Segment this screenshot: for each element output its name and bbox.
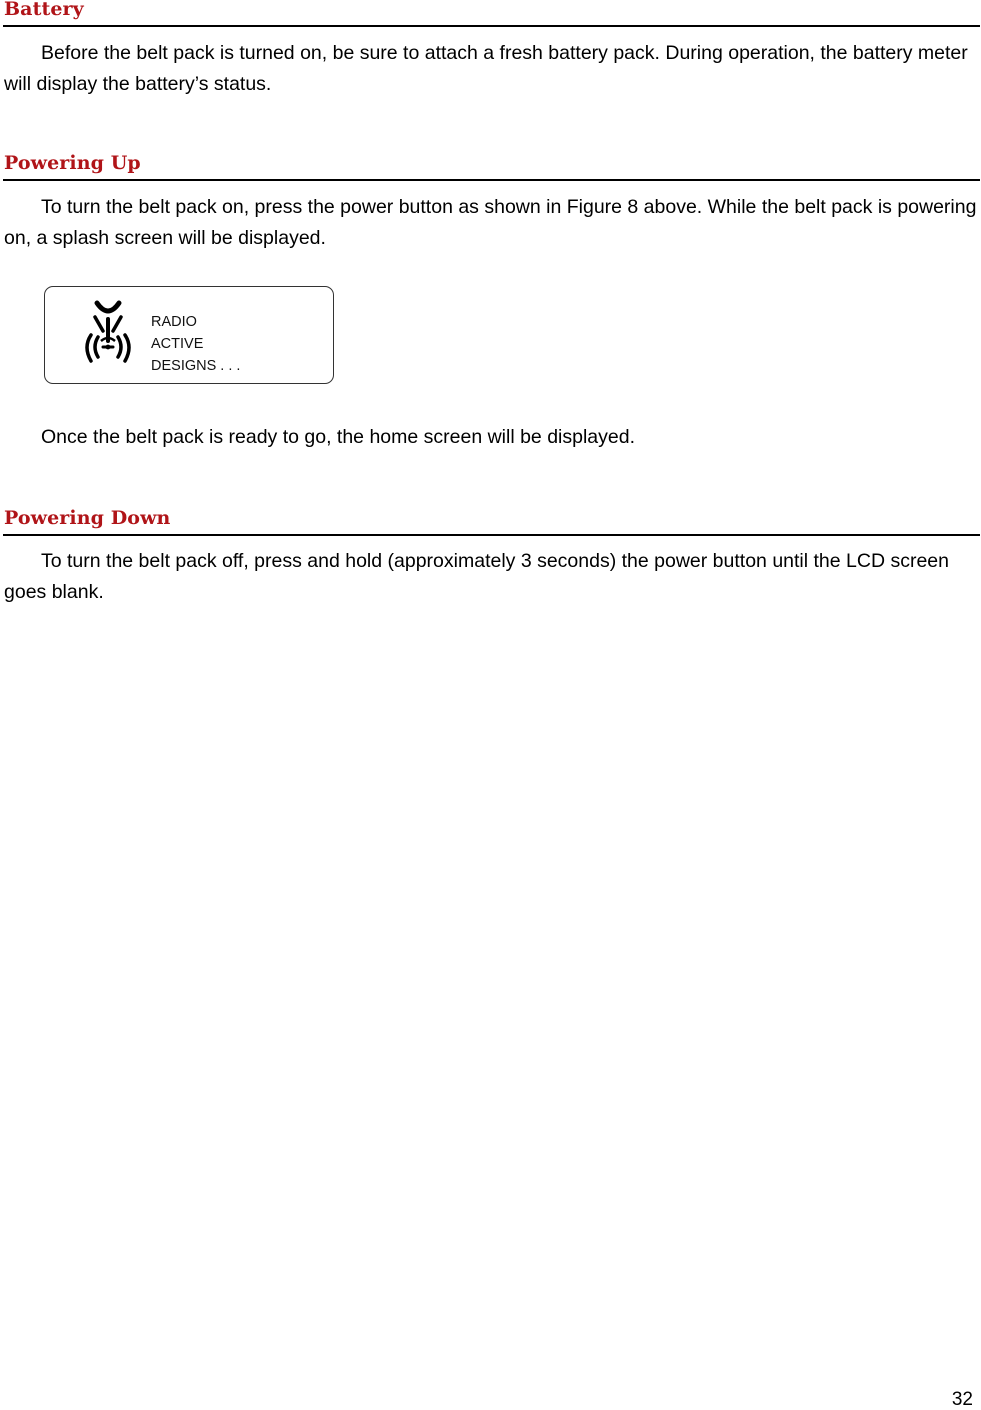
page-number: 32 <box>951 1389 973 1410</box>
splash-line-radio: RADIO <box>151 314 197 330</box>
splash-screen-text <box>151 311 240 377</box>
splash-screen-figure <box>44 286 334 384</box>
section-rule-battery <box>3 25 980 27</box>
radio-active-designs-logo-icon <box>81 297 135 369</box>
splash-line-designs: DESIGNS . . . <box>151 358 241 374</box>
powering-down-paragraph: To turn the belt pack off, press and hold (approximately 3 seconds) the power button until the LCD screen goes blank. <box>4 550 949 603</box>
section-heading-battery: Battery <box>4 0 84 20</box>
section-heading-powering-down: Powering Down <box>4 507 171 529</box>
splash-line-active: ACTIVE <box>151 336 204 352</box>
home-screen-paragraph: Once the belt pack is ready to go, the home screen will be displayed. <box>41 426 635 448</box>
battery-paragraph: Before the belt pack is turned on, be sure to attach a fresh battery pack. During operation, the battery meter will display the battery’s status. <box>4 42 968 95</box>
section-heading-powering-up: Powering Up <box>4 152 141 174</box>
powering-up-paragraph: To turn the belt pack on, press the power button as shown in Figure 8 above. While the belt pack is powering on, a splash screen will be displayed. <box>4 196 977 249</box>
section-rule-powering-down <box>3 534 980 536</box>
section-rule-powering-up <box>3 179 980 181</box>
